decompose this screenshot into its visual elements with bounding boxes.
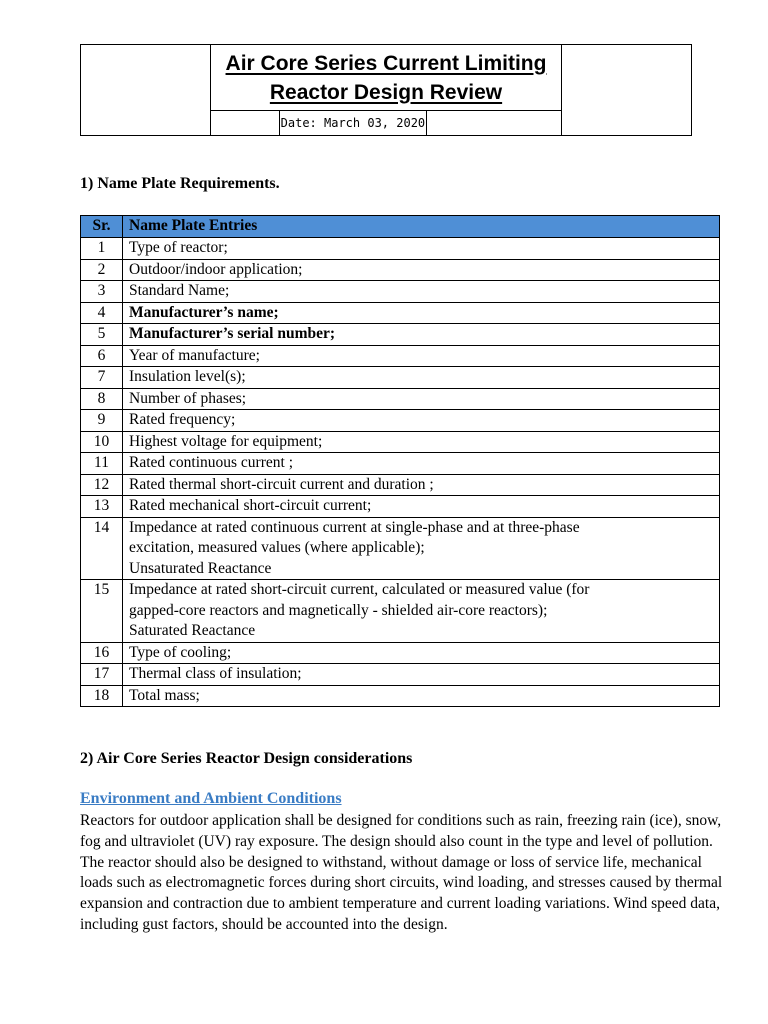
table-row bbox=[81, 324, 720, 346]
row-entry bbox=[123, 580, 720, 643]
table-row bbox=[81, 238, 720, 260]
row-entry-line: Manufacturer’s serial number; bbox=[129, 325, 336, 342]
row-entry-line: Impedance at rated short-circuit current, calculated or measured value (for bbox=[129, 581, 590, 598]
row-entry-line: Year of manufacture; bbox=[129, 346, 260, 364]
row-entry bbox=[123, 642, 720, 664]
environment-paragraph: Reactors for outdoor application shall be designed for conditions such as rain, freezing rain (ice), snow, fog and ultraviolet (UV) ray exposure. The design should also count in the type and level of pollution. The reactor should also be designed to withstand, without damage or loss of service life, mechanical loads such as electromagnetic forces during short circuits, wind loading, and stresses caused by thermal expansion and contraction due to ambient temperature and current loading variations. Wind speed data, including gust factors, should be accounted into the design. bbox=[80, 812, 723, 933]
row-entry-line: Impedance at rated continuous current at single-phase and at three-phase bbox=[129, 518, 580, 536]
row-entry-line: Rated mechanical short-circuit current; bbox=[129, 497, 372, 514]
row-entry bbox=[123, 281, 720, 303]
row-number: 7 bbox=[81, 367, 123, 389]
row-number: 4 bbox=[81, 302, 123, 324]
column-header-entries: Name Plate Entries bbox=[123, 216, 720, 238]
table-row bbox=[81, 431, 720, 453]
table-row bbox=[81, 664, 720, 686]
row-entry bbox=[123, 496, 720, 518]
row-number: 15 bbox=[81, 580, 123, 643]
row-entry bbox=[123, 431, 720, 453]
date-row bbox=[210, 111, 561, 136]
column-header-sr: Sr. bbox=[81, 216, 123, 238]
table-row bbox=[81, 388, 720, 410]
row-number: 9 bbox=[81, 410, 123, 432]
row-entry-line: Insulation level(s); bbox=[129, 368, 246, 385]
row-entry-line: excitation, measured values (where applicable); bbox=[129, 539, 425, 556]
document-header bbox=[80, 44, 692, 136]
subheading-environment: Environment and Ambient Conditions bbox=[80, 790, 342, 807]
table-header-row bbox=[81, 216, 720, 238]
title-cell bbox=[210, 45, 561, 111]
table-row bbox=[81, 580, 720, 643]
header-right-cell bbox=[562, 45, 692, 136]
row-entry-line: Outdoor/indoor application; bbox=[129, 260, 303, 278]
row-number: 16 bbox=[81, 642, 123, 664]
row-entry bbox=[123, 259, 720, 281]
document-date: Date: March 03, 2020 bbox=[280, 116, 426, 130]
table-row bbox=[81, 474, 720, 496]
row-number: 2 bbox=[81, 259, 123, 281]
row-entry bbox=[123, 238, 720, 260]
row-entry bbox=[123, 664, 720, 686]
row-number: 17 bbox=[81, 664, 123, 686]
row-number: 3 bbox=[81, 281, 123, 303]
row-entry bbox=[123, 345, 720, 367]
row-entry bbox=[123, 410, 720, 432]
row-entry bbox=[123, 302, 720, 324]
table-row bbox=[81, 642, 720, 664]
section-heading-design: 2) Air Core Series Reactor Design considerations bbox=[80, 750, 413, 767]
row-number: 1 bbox=[81, 238, 123, 260]
row-entry-line: Highest voltage for equipment; bbox=[129, 432, 323, 450]
row-number: 8 bbox=[81, 388, 123, 410]
row-entry bbox=[123, 685, 720, 707]
row-number: 10 bbox=[81, 431, 123, 453]
row-entry bbox=[123, 388, 720, 410]
row-entry bbox=[123, 367, 720, 389]
table-row bbox=[81, 345, 720, 367]
row-number: 18 bbox=[81, 685, 123, 707]
document-title-line2: Reactor Design Review bbox=[269, 80, 503, 104]
row-entry bbox=[123, 324, 720, 346]
row-entry-line: gapped-core reactors and magnetically - shielded air-core reactors); bbox=[129, 601, 548, 619]
row-entry-line: Rated thermal short-circuit current and duration ; bbox=[129, 475, 434, 493]
row-entry-line: Thermal class of insulation; bbox=[129, 665, 302, 682]
table-row bbox=[81, 259, 720, 281]
header-left-cell bbox=[81, 45, 211, 136]
table-row bbox=[81, 281, 720, 303]
row-number: 13 bbox=[81, 496, 123, 518]
table-row bbox=[81, 410, 720, 432]
row-number: 5 bbox=[81, 324, 123, 346]
table-row bbox=[81, 453, 720, 475]
section-heading-nameplate: 1) Name Plate Requirements. bbox=[80, 175, 280, 192]
row-entry-line: Standard Name; bbox=[129, 282, 230, 299]
row-number: 12 bbox=[81, 474, 123, 496]
row-entry-line: Saturated Reactance bbox=[129, 622, 256, 639]
table-row bbox=[81, 367, 720, 389]
table-row bbox=[81, 496, 720, 518]
row-number: 6 bbox=[81, 345, 123, 367]
row-entry bbox=[123, 517, 720, 580]
table-row bbox=[81, 302, 720, 324]
row-number: 11 bbox=[81, 453, 123, 475]
table-row bbox=[81, 517, 720, 580]
nameplate-table bbox=[80, 215, 720, 707]
row-entry-line: Rated frequency; bbox=[129, 411, 236, 428]
row-entry-line: Rated continuous current ; bbox=[129, 454, 293, 471]
row-entry bbox=[123, 474, 720, 496]
row-entry bbox=[123, 453, 720, 475]
row-entry-line: Type of reactor; bbox=[129, 239, 228, 256]
row-entry-line: Total mass; bbox=[129, 686, 200, 704]
row-entry-line: Manufacturer’s name; bbox=[129, 303, 279, 321]
row-entry-line: Type of cooling; bbox=[129, 643, 232, 661]
document-title-line1: Air Core Series Current Limiting bbox=[225, 51, 547, 75]
row-number: 14 bbox=[81, 517, 123, 580]
row-entry-line: Unsaturated Reactance bbox=[129, 559, 272, 577]
table-row bbox=[81, 685, 720, 707]
row-entry-line: Number of phases; bbox=[129, 389, 247, 407]
